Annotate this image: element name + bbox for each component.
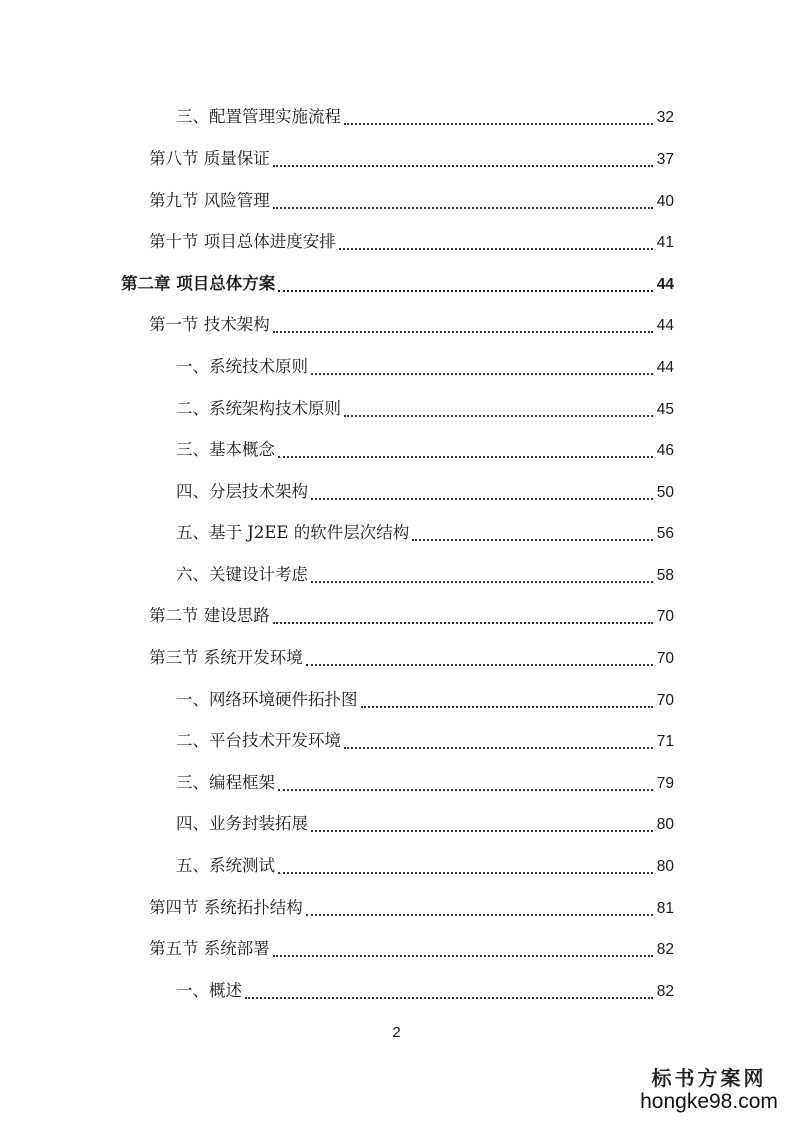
toc-entry[interactable]	[176, 394, 674, 424]
dot-leader	[278, 290, 653, 292]
toc-entry-label: 第九节 风险管理	[149, 191, 270, 210]
toc-entry-page: 37	[656, 151, 674, 168]
toc-entry-label: 四、分层技术架构	[176, 482, 308, 501]
dot-leader	[306, 914, 653, 916]
watermark-chinese-text: 标书方案网	[651, 1066, 767, 1090]
toc-entry-page: 44	[656, 317, 674, 334]
toc-entry-label: 第八节 质量保证	[149, 149, 270, 168]
toc-entry-label: 第一节 技术架构	[149, 315, 270, 334]
toc-entry[interactable]	[149, 601, 674, 631]
toc-entry-label: 第十节 项目总体进度安排	[149, 232, 336, 251]
toc-entry-label: 二、平台技术开发环境	[176, 731, 341, 750]
toc-entry-page: 56	[656, 525, 674, 542]
toc-entry[interactable]	[176, 435, 674, 465]
toc-entry-label: 五、系统测试	[176, 856, 275, 875]
toc-entry-label: 三、配置管理实施流程	[176, 107, 341, 126]
dot-leader	[344, 747, 653, 749]
toc-entry-label: 第二节 建设思路	[149, 606, 270, 625]
toc-entry-page: 70	[656, 650, 674, 667]
toc-chapter-entry[interactable]	[121, 269, 674, 299]
toc-entry-page: 82	[656, 983, 674, 1000]
dot-leader	[311, 830, 653, 832]
dot-leader	[273, 165, 653, 167]
dot-leader	[311, 581, 653, 583]
toc-entry-page: 58	[656, 567, 674, 584]
toc-entry-page: 41	[656, 234, 674, 251]
toc-entry-label: 一、网络环境硬件拓扑图	[176, 690, 358, 709]
toc-entry[interactable]	[149, 643, 674, 673]
toc-entry-page: 80	[656, 858, 674, 875]
dot-leader	[273, 955, 653, 957]
page-number: 2	[392, 1024, 401, 1041]
toc-entry[interactable]	[176, 976, 674, 1006]
toc-entry[interactable]	[176, 809, 674, 839]
toc-entry-label: 三、基本概念	[176, 440, 275, 459]
toc-entry-page: 80	[656, 816, 674, 833]
dot-leader	[311, 373, 653, 375]
toc-entry-label: 第五节 系统部署	[149, 939, 270, 958]
dot-leader	[278, 789, 653, 791]
toc-entry-label: 四、业务封装拓展	[176, 814, 308, 833]
toc-entry-page: 70	[656, 608, 674, 625]
toc-entry-label: 一、系统技术原则	[176, 357, 308, 376]
dot-leader	[344, 123, 653, 125]
toc-entry[interactable]	[176, 477, 674, 507]
toc-entry[interactable]	[176, 851, 674, 881]
toc-entry-label: 第二章 项目总体方案	[121, 274, 276, 293]
toc-entry-label: 六、关键设计考虑	[176, 565, 308, 584]
toc-entry-label: 第三节 系统开发环境	[149, 648, 303, 667]
toc-entry[interactable]	[176, 102, 674, 132]
dot-leader	[273, 207, 653, 209]
toc-entry-page: 71	[656, 733, 674, 750]
dot-leader	[273, 622, 653, 624]
watermark-url: hongke98.com	[640, 1090, 778, 1113]
dot-leader	[361, 706, 653, 708]
toc-entry[interactable]	[176, 352, 674, 382]
toc-entry-label: 第四节 系统拓扑结构	[149, 898, 303, 917]
toc-entry-page: 81	[656, 900, 674, 917]
toc-entry-page: 44	[656, 359, 674, 376]
toc-entry-label: 三、编程框架	[176, 773, 275, 792]
toc-entry[interactable]	[176, 768, 674, 798]
dot-leader	[306, 664, 653, 666]
dot-leader	[339, 248, 653, 250]
toc-entry-page: 44	[656, 276, 674, 293]
toc-entry[interactable]	[176, 560, 674, 590]
toc-entry-page: 45	[656, 401, 674, 418]
toc-entry-page: 82	[656, 941, 674, 958]
toc-entry[interactable]	[149, 186, 674, 216]
toc-entry[interactable]	[149, 934, 674, 964]
toc-entry[interactable]	[176, 685, 674, 715]
toc-entry-page: 32	[656, 109, 674, 126]
toc-entry[interactable]	[149, 893, 674, 923]
toc-entry[interactable]	[176, 518, 674, 548]
dot-leader	[412, 539, 653, 541]
toc-entry-page: 79	[656, 775, 674, 792]
dot-leader	[273, 331, 653, 333]
toc-entry[interactable]	[149, 227, 674, 257]
watermark-logo	[639, 1066, 779, 1114]
toc-entry-page: 70	[656, 692, 674, 709]
toc-entry-page: 50	[656, 484, 674, 501]
dot-leader	[344, 415, 653, 417]
toc-entry[interactable]	[149, 310, 674, 340]
dot-leader	[278, 872, 653, 874]
toc-entry-label: 一、概述	[176, 981, 242, 1000]
toc-entry[interactable]	[149, 144, 674, 174]
dot-leader	[311, 498, 653, 500]
toc-entry-label: 五、基于 J2EE 的软件层次结构	[176, 523, 410, 542]
toc-entry-page: 46	[656, 442, 674, 459]
toc-entry-label: 二、系统架构技术原则	[176, 399, 341, 418]
toc-entry-page: 40	[656, 193, 674, 210]
dot-leader	[278, 456, 653, 458]
toc-entry[interactable]	[176, 726, 674, 756]
dot-leader	[245, 997, 653, 999]
